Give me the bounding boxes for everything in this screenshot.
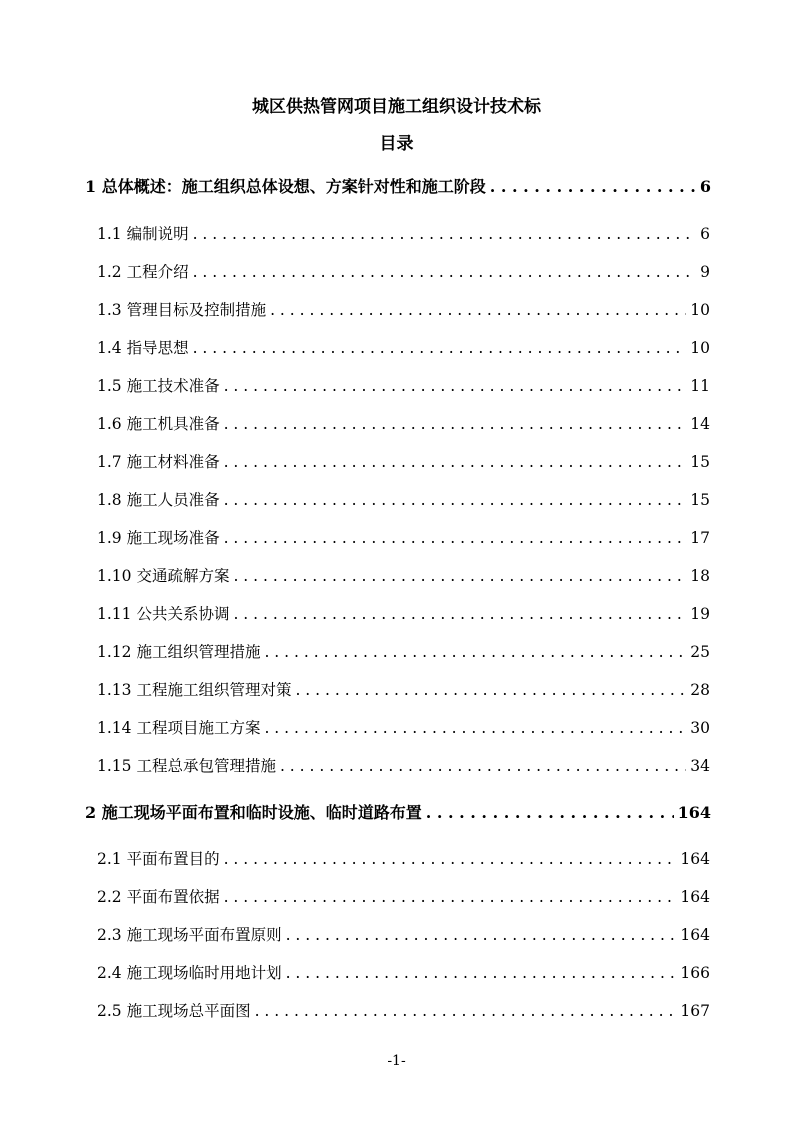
dot-leader [233, 567, 686, 585]
dot-leader [264, 643, 686, 661]
toc-section-entry[interactable] [97, 336, 710, 358]
toc-chapter-entry[interactable] [85, 800, 711, 823]
toc-entry-label: 1.12 施工组织管理措施 [97, 643, 261, 661]
toc-section-entry[interactable] [97, 885, 710, 907]
toc-entry-page: 164 [677, 803, 711, 822]
dot-leader [224, 529, 687, 547]
toc-entry-page: 6 [699, 177, 711, 196]
toc-entry-page: 164 [680, 926, 710, 944]
toc-entry-page: 9 [700, 263, 710, 281]
dot-leader [193, 263, 697, 281]
toc-section-entry[interactable] [97, 412, 710, 434]
dot-leader [286, 926, 677, 944]
toc-entry-page: 25 [690, 643, 710, 661]
toc-section-entry[interactable] [97, 260, 710, 282]
toc-section-entry[interactable] [97, 564, 710, 586]
toc-section-entry[interactable] [97, 298, 710, 320]
toc-entry-label: 1.5 施工技术准备 [97, 377, 220, 395]
dot-leader [224, 850, 677, 868]
toc-section-entry[interactable] [97, 488, 710, 510]
toc-entry-page: 167 [680, 1002, 710, 1020]
toc-entry-label: 1.11 公共关系协调 [97, 605, 230, 623]
dot-leader [224, 415, 687, 433]
toc-section-entry[interactable] [97, 602, 710, 624]
toc-section-entry[interactable] [97, 678, 710, 700]
toc-entry-label: 2.1 平面布置目的 [97, 850, 220, 868]
toc-entry-label: 1.8 施工人员准备 [97, 491, 220, 509]
dot-leader [224, 377, 687, 395]
dot-leader [255, 1002, 677, 1020]
dot-leader [224, 491, 687, 509]
toc-entry-page: 10 [690, 301, 710, 319]
toc-entry-page: 28 [690, 681, 710, 699]
toc-section-entry[interactable] [97, 999, 710, 1021]
toc-entry-page: 19 [690, 605, 710, 623]
toc-entry-label: 1.13 工程施工组织管理对策 [97, 681, 292, 699]
dot-leader [193, 339, 687, 357]
toc-entry-page: 164 [680, 888, 710, 906]
toc-entry-page: 18 [690, 567, 710, 585]
toc-section-entry[interactable] [97, 716, 710, 738]
toc-section-entry[interactable] [97, 640, 710, 662]
toc-entry-page: 15 [690, 491, 710, 509]
dot-leader [426, 803, 674, 822]
toc-entry-label: 1.1 编制说明 [97, 225, 189, 243]
dot-leader [224, 888, 677, 906]
toc-section-entry[interactable] [97, 847, 710, 869]
toc-entry-label: 1.6 施工机具准备 [97, 415, 220, 433]
document-title: 城区供热管网项目施工组织设计技术标 [252, 97, 541, 117]
toc-entry-label: 1.14 工程项目施工方案 [97, 719, 261, 737]
toc-chapter-entry[interactable] [85, 174, 711, 197]
toc-section-entry[interactable] [97, 923, 710, 945]
toc-entry-label: 2.5 施工现场总平面图 [97, 1002, 251, 1020]
toc-entry-label: 1.3 管理目标及控制措施 [97, 301, 267, 319]
toc-entry-page: 11 [690, 377, 710, 395]
toc-entry-label: 1.4 指导思想 [97, 339, 189, 357]
toc-section-entry[interactable] [97, 450, 710, 472]
dot-leader [280, 757, 686, 775]
page-number: -1- [387, 1053, 406, 1069]
toc-entry-label: 2.4 施工现场临时用地计划 [97, 964, 282, 982]
dot-leader [264, 719, 686, 737]
toc-entry-label: 1.15 工程总承包管理措施 [97, 757, 276, 775]
dot-leader [286, 964, 677, 982]
toc-entry-label: 2 施工现场平面布置和临时设施、临时道路布置 [85, 803, 422, 822]
toc-entry-page: 164 [680, 850, 710, 868]
toc-entry-page: 6 [700, 225, 710, 243]
toc-section-entry[interactable] [97, 754, 710, 776]
toc-entry-page: 14 [690, 415, 710, 433]
toc-entry-label: 2.3 施工现场平面布置原则 [97, 926, 282, 944]
toc-entry-label: 1.10 交通疏解方案 [97, 567, 230, 585]
toc-section-entry[interactable] [97, 526, 710, 548]
toc-section-entry[interactable] [97, 222, 710, 244]
dot-leader [193, 225, 697, 243]
toc-entry-page: 30 [690, 719, 710, 737]
dot-leader [233, 605, 686, 623]
toc-section-entry[interactable] [97, 961, 710, 983]
toc-entry-label: 1.2 工程介绍 [97, 263, 189, 281]
toc-entry-page: 10 [690, 339, 710, 357]
toc-entry-page: 166 [680, 964, 710, 982]
dot-leader [490, 177, 696, 196]
toc-entry-label: 1 总体概述：施工组织总体设想、方案针对性和施工阶段 [85, 177, 486, 196]
toc-heading: 目录 [379, 134, 414, 154]
dot-leader [224, 453, 687, 471]
toc-entry-label: 2.2 平面布置依据 [97, 888, 220, 906]
dot-leader [295, 681, 686, 699]
toc-entry-page: 15 [690, 453, 710, 471]
toc-section-entry[interactable] [97, 374, 710, 396]
toc-entry-label: 1.9 施工现场准备 [97, 529, 220, 547]
dot-leader [270, 301, 686, 319]
toc-entry-page: 17 [690, 529, 710, 547]
toc-entry-label: 1.7 施工材料准备 [97, 453, 220, 471]
toc-entry-page: 34 [690, 757, 710, 775]
